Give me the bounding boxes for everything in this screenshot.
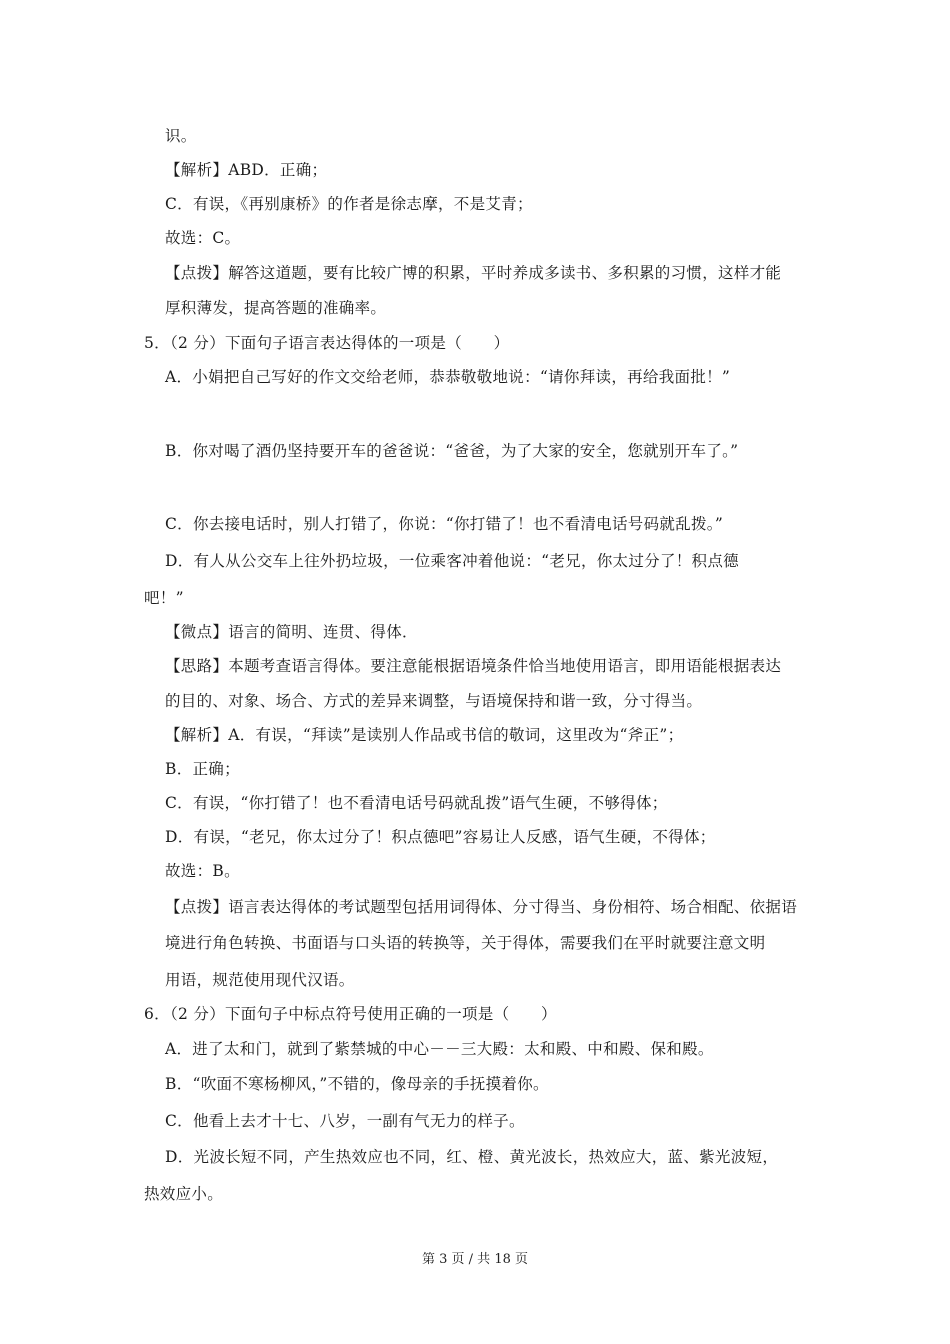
question-5-option-c: C．你去接电话时，别人打错了，你说：“你打错了！也不看清电话号码就乱拨。” [165, 515, 724, 533]
question-5-option-d: D．有人从公交车上往外扔垃圾，一位乘客冲着他说：“老兄，你太过分了！积点德 [165, 552, 739, 570]
analysis-line: 【解析】ABD．正确； [165, 161, 328, 179]
answer-line: 故选：B。 [165, 862, 240, 880]
question-6-stem: 6．（2 分）下面句子中标点符号使用正确的一项是（ ） [144, 1005, 557, 1023]
knowledge-point-line: 【微点】语言的简明、连贯、得体． [165, 623, 418, 641]
text-line: C．有误，“你打错了！也不看清电话号码就乱拨”语气生硬，不够得体； [165, 794, 668, 812]
answer-line: 故选：C。 [165, 229, 241, 247]
question-5-stem: 5．（2 分）下面句子语言表达得体的一项是（ ） [144, 334, 510, 352]
text-line: B．正确； [165, 760, 240, 778]
question-6-option-d-cont: 热效应小。 [144, 1185, 224, 1203]
question-5-option-b: B．你对喝了酒仍坚持要开车的爸爸说：“爸爸，为了大家的安全，您就别开车了。” [165, 442, 739, 460]
analysis-line: 【解析】A．有误，“拜读”是读别人作品或书信的敬词，这里改为“斧正”； [165, 726, 684, 744]
question-5-option-a: A．小娟把自己写好的作文交给老师，恭恭敬敬地说：“请你拜读，再给我面批！” [165, 368, 731, 386]
question-5-option-d-cont: 吧！” [144, 589, 184, 607]
page-footer: 第 3 页 / 共 18 页 [422, 1252, 528, 1267]
tip-line: 【点拨】解答这道题，要有比较广博的积累，平时养成多读书、多积累的习惯，这样才能 [165, 264, 782, 282]
question-6-option-b: B．“吹面不寒杨柳风，”不错的，像母亲的手抚摸着你。 [165, 1075, 549, 1093]
text-line: C．有误，《再别康桥》的作者是徐志摩，不是艾青； [165, 195, 533, 213]
text-line: 的目的、对象、场合、方式的差异来调整，与语境保持和谐一致，分寸得当。 [165, 692, 703, 710]
text-line: 境进行角色转换、书面语与口头语的转换等，关于得体，需要我们在平时就要注意文明 [165, 934, 766, 952]
text-line: 厚积薄发，提高答题的准确率。 [165, 299, 387, 317]
text-line: 用语，规范使用现代汉语。 [165, 971, 355, 989]
question-6-option-a: A．进了太和门，就到了紫禁城的中心－－三大殿：太和殿、中和殿、保和殿。 [165, 1040, 714, 1058]
text-line: D．有误，“老兄，你太过分了！积点德吧”容易让人反感，语气生硬，不得体； [165, 828, 716, 846]
question-6-option-c: C．他看上去才十七、八岁，一副有气无力的样子。 [165, 1112, 525, 1130]
question-6-option-d: D．光波长短不同，产生热效应也不同，红、橙、黄光波长，热效应大，蓝、紫光波短， [165, 1148, 779, 1166]
approach-line: 【思路】本题考查语言得体。要注意能根据语境条件恰当地使用语言，即用语能根据表达 [165, 657, 782, 675]
tip-line: 【点拨】语言表达得体的考试题型包括用词得体、分寸得当、身份相符、场合相配、依据语 [165, 898, 798, 916]
text-line: 识。 [165, 127, 197, 145]
